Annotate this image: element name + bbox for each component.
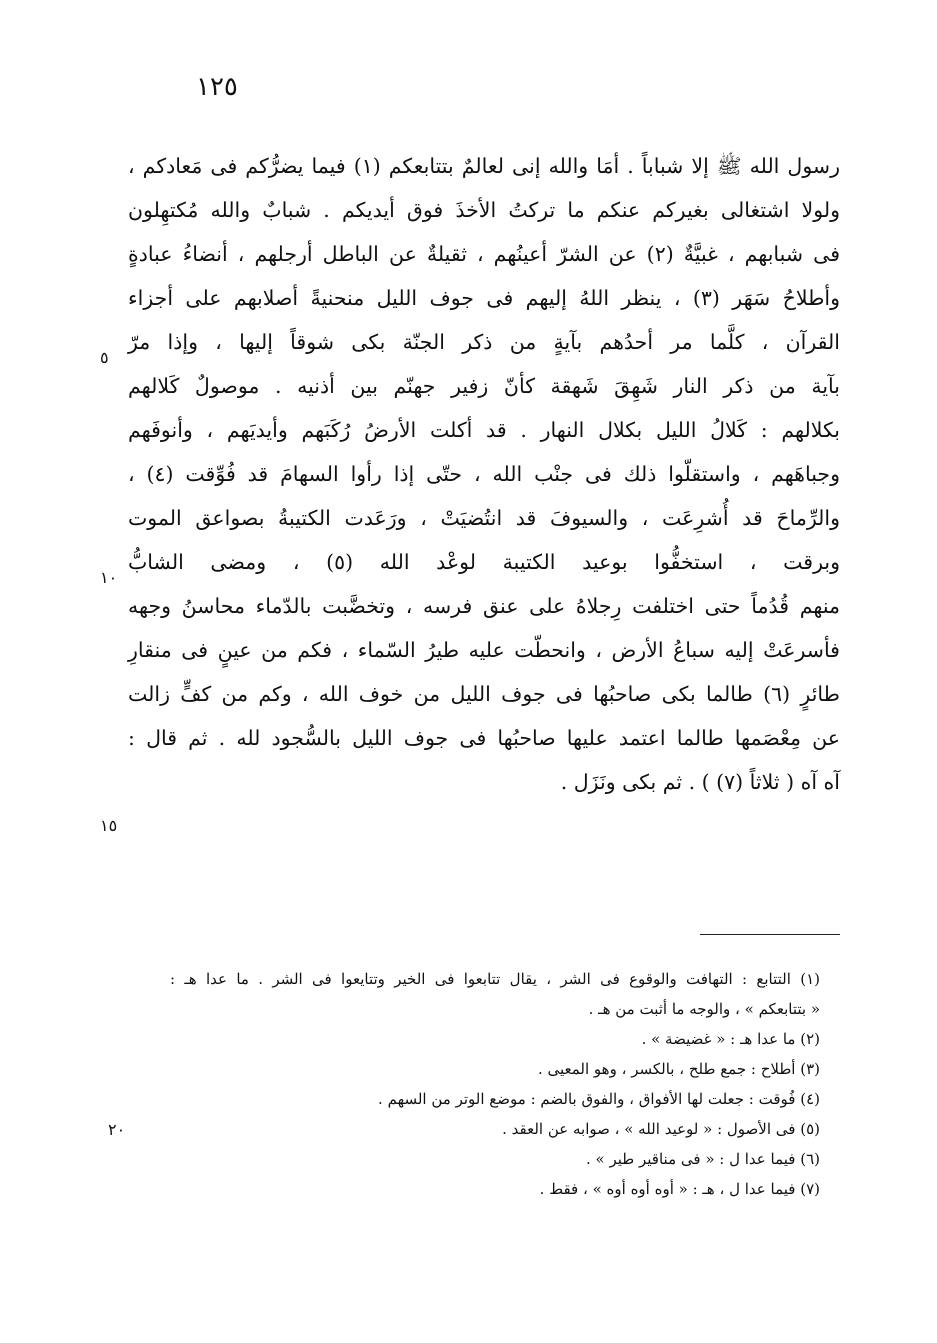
line-number: ١٥ — [100, 816, 118, 835]
text-line: والرِّماحَ قد أُشرِعَت ، والسيوفَ قد انتُضيَتْ ، ورَعَدت الكتيبةُ بصواعق الموت — [128, 506, 840, 530]
footnote: (٤) فُوقت : جعلت لها الأفواق ، والفوق بالضم : موضع الوتر من السهم . — [378, 1090, 820, 1108]
footnote: (٢) ما عدا هـ : « غضيضة » . — [641, 1030, 820, 1048]
footnote: (٣) أطلاح : جمع طلح ، بالكسر ، وهو المعيى . — [537, 1060, 820, 1078]
text-line: فى شبابهم ، غبيَّةٌ (٢) عن الشرّ أعينُهم ، ثقيلةٌ عن الباطل أرجلهم ، أنضاءُ عبادةٍ — [128, 242, 841, 266]
line-number: ٥ — [100, 348, 109, 367]
text-line: آه آه ( ثلاثاً (٧) ) . ثم بكى ونَزَل . — [560, 770, 840, 794]
footnote-separator — [700, 934, 840, 935]
text-line: عن مِعْصَمها طالما اعتمد عليها صاحبُها فى جوف الليل بالسُّجود لله . ثم قال : — [128, 726, 840, 750]
footnote: (١) التتابع : التهافت والوقوع فى الشر ، يقال تتابعوا فى الخير وتتايعوا فى الشر . ما عدا هـ : — [170, 970, 820, 988]
text-line: فأسرعَتْ إليه سباعُ الأرض ، وانحطّت عليه طيرُ السّماء ، فكم من عينٍ فى منقارِ — [128, 638, 840, 662]
footnote-continuation: « بتتابعكم » ، والوجه ما أثبت من هـ . — [588, 1000, 820, 1018]
main-text — [128, 144, 840, 804]
page-number: ١٢٥ — [196, 72, 238, 102]
footnotes — [170, 964, 820, 1204]
text-line: رسول الله ﷺ إلا شباباً . أمَا والله إنى لعالمٌ بتتابعكم (١) فيما يضرُّكم فى مَعادكم ، — [128, 154, 840, 178]
line-number: ١٠ — [100, 568, 118, 587]
text-line: وجباهَهم ، واستقلّوا ذلك فى جنْب الله ، حتّى إذا رأوا السهامَ قد فُوِّقت (٤) ، — [128, 462, 840, 486]
text-line: القرآن ، كلَّما مر أحدُهم بآيةٍ من ذكر الجنّة بكى شوقاً إليها ، وإذا مرّ — [128, 330, 840, 354]
footnote: (٥) فى الأصول : « لوعيد الله » ، صوابه عن العقد . — [502, 1120, 820, 1138]
line-number: ٢٠ — [108, 1120, 126, 1139]
footnote: (٦) فيما عدا ل : « فى مناقير طير » . — [586, 1150, 820, 1168]
text-line: وأطلاحُ سَهَر (٣) ، ينظر اللهُ إليهم فى جوف الليل منحنيةً أصلابهم على أجزاء — [128, 286, 841, 310]
text-line: بآية من ذكر النار شَهِقَ شَهقة كأنّ زفير جهنّم بين أذنيه . موصولٌ كَلالهم — [128, 374, 840, 398]
text-line: منهم قُدُماً حتى اختلفت رِجلاهُ على عنق فرسه ، وتخضَّبت بالدّماء محاسنُ وجهه — [128, 594, 840, 618]
text-line: وبرقت ، استخفُّوا بوعيد الكتيبة لوعْد الله (٥) ، ومضى الشابُّ — [128, 550, 841, 574]
footnote: (٧) فيما عدا ل ، هـ : « أوه أوه أوه » ، فقط . — [539, 1180, 820, 1198]
text-line: ولولا اشتغالى بغيركم عنكم ما تركتُ الأخذَ فوق أيديكم . شبابٌ والله مُكتهِلون — [128, 198, 840, 222]
text-line: بكلالهم : كَلالُ الليل بكلال النهار . قد أكلت الأرضُ رُكَبَهم وأيديَهم ، وأنوفَهم — [128, 418, 840, 442]
text-line: طائرٍ (٦) طالما بكى صاحبُها فى جوف الليل من خوف الله ، وكم من كفٍّ زالت — [128, 682, 840, 706]
